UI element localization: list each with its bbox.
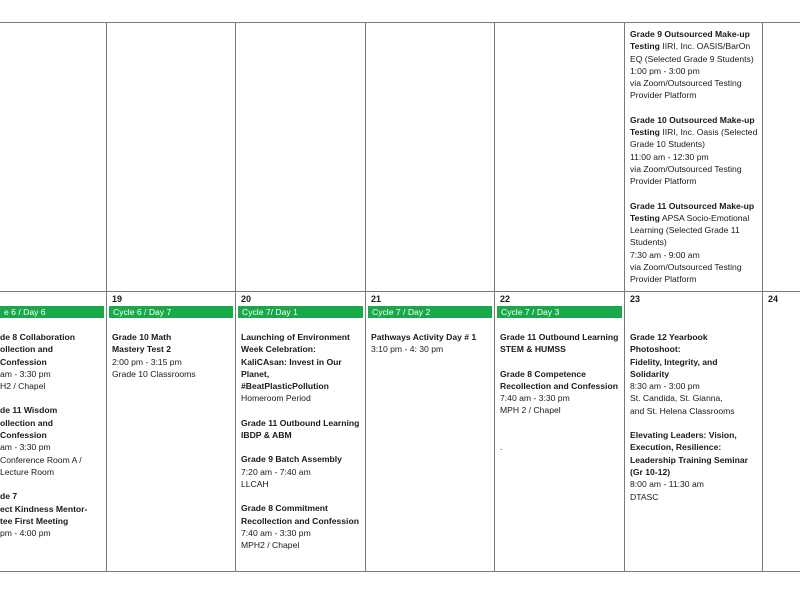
event-title — [630, 429, 758, 478]
event-detail: Grade 10 Classrooms — [112, 368, 196, 379]
event-heading — [630, 28, 758, 65]
event-title — [0, 490, 102, 527]
event-detail: 3:10 pm - 4: 30 pm — [371, 344, 444, 355]
text-line: ect Kindness Mentor- — [0, 503, 88, 514]
event-detail: 7:40 am - 3:30 pm — [500, 393, 570, 404]
event-title: Grade 11 Outsourced Make-up Testing — [630, 200, 755, 223]
day-number: 21 — [371, 294, 382, 304]
text-line: Grade 10 Math — [112, 332, 172, 342]
event-item — [500, 331, 620, 356]
cycle-badge: Cycle 7 / Day 2 — [368, 306, 492, 318]
event-title — [500, 368, 620, 393]
event-title — [371, 331, 490, 343]
event-detail: 8:00 am - 11:30 am — [630, 479, 704, 490]
text-line: IBDP & ABM — [241, 430, 292, 441]
event-title — [500, 331, 620, 356]
text-line: Photoshoot: — [630, 344, 681, 355]
event-title — [112, 331, 231, 356]
cycle-badge: Cycle 7 / Day 3 — [497, 306, 622, 318]
event-title — [241, 502, 361, 527]
text-line: Fidelity, Integrity, and — [630, 356, 718, 367]
calendar-day-21 — [366, 293, 494, 571]
event-organizer: IIRI, Inc. Oasis (Selected Grade 10 Students) — [630, 127, 758, 150]
calendar-day-24 — [763, 293, 800, 571]
text-line: Launching of Environment — [241, 332, 350, 342]
event-item — [630, 331, 758, 417]
text-line: de 8 Collaboration — [0, 332, 75, 342]
event-detail: 11:00 am - 12:30 pm — [630, 151, 709, 162]
event-title — [241, 453, 361, 465]
event-detail: DTASC — [630, 491, 659, 502]
text-line: Execution, Resilience: — [630, 442, 722, 453]
event-list — [625, 28, 762, 286]
event-detail: Conference Room A / — [0, 454, 82, 465]
event-detail: Lecture Room — [0, 466, 54, 477]
event-detail: and St. Helena Classrooms — [630, 405, 735, 416]
event-detail: 7:30 am - 9:00 am — [630, 249, 700, 260]
day-number: 24 — [768, 294, 779, 304]
event-detail: 1:00 pm - 3:00 pm — [630, 65, 700, 76]
event-detail: am - 3:30 pm — [0, 442, 51, 453]
event-list — [0, 331, 106, 539]
text-line: Mastery Test 2 — [112, 344, 172, 355]
event-detail: Homeroom Period — [241, 393, 311, 404]
text-line: Grade 11 Outbound Learning — [500, 332, 619, 342]
day-number: 19 — [112, 294, 123, 304]
calendar-cell-top-right — [625, 28, 762, 290]
cycle-spacer — [763, 306, 800, 331]
event-list — [625, 331, 762, 503]
cycle-spacer — [625, 306, 762, 331]
event-detail: 2:00 pm - 3:15 pm — [112, 356, 182, 367]
event-title — [0, 331, 102, 368]
event-detail: via Zoom/Outsourced Testing Provider Platform — [630, 78, 742, 101]
event-item — [112, 331, 231, 380]
cycle-badge: Cycle 7/ Day 1 — [238, 306, 363, 318]
text-line: Recollection and Confession — [241, 515, 359, 526]
day-number: 22 — [500, 294, 511, 304]
calendar-day-20 — [236, 293, 365, 571]
event-detail: MPH2 / Chapel — [241, 540, 300, 551]
text-line: ollection and Confession — [0, 344, 53, 367]
event-item — [241, 502, 361, 551]
cycle-badge: Cycle 6 / Day 7 — [109, 306, 233, 318]
event-detail: pm - 4:00 pm — [0, 528, 51, 539]
text-line: Grade 11 Outbound Learning — [241, 417, 360, 428]
event-detail — [500, 429, 620, 441]
row-border-top — [0, 22, 800, 23]
event-list — [366, 331, 494, 356]
day-number: 20 — [241, 294, 252, 304]
event-item — [0, 404, 102, 478]
event-detail: via Zoom/Outsourced Testing Provider Platform — [630, 163, 742, 187]
event-detail: 7:40 am - 3:30 pm — [241, 527, 311, 538]
calendar-day-23 — [625, 293, 762, 571]
event-heading — [630, 114, 758, 151]
text-line: Grade 12 Yearbook — [630, 332, 708, 342]
text-line: KaliCAsan: Invest in Our — [241, 356, 342, 367]
event-heading — [630, 200, 758, 249]
event-item — [630, 28, 758, 102]
event-item — [630, 429, 758, 503]
event-detail: St. Candida, St. Gianna, — [630, 393, 723, 404]
text-line: de 7 — [0, 491, 18, 502]
event-item — [500, 368, 620, 454]
row-border-middle — [0, 291, 800, 292]
event-detail: am - 3:30 pm — [0, 368, 51, 379]
event-list — [107, 331, 235, 380]
event-list — [236, 331, 365, 551]
row-border-bottom — [0, 571, 800, 572]
text-line: Grade 8 Competence — [500, 368, 586, 379]
text-line: Recollection and Confession — [500, 380, 618, 391]
event-item — [241, 331, 361, 405]
calendar-day-19 — [107, 293, 235, 571]
text-line: Week Celebration: — [241, 344, 316, 355]
event-item — [241, 417, 361, 442]
event-organizer: APSA Socio-Emotional Learning (Selected Grade 11 Students) — [630, 212, 750, 248]
event-detail: . — [500, 442, 503, 453]
day-number — [0, 293, 106, 306]
text-line: Solidarity — [630, 368, 670, 379]
text-line: Grade 8 Commitment — [241, 503, 328, 514]
text-line: Grade 9 Batch Assembly — [241, 454, 342, 465]
event-detail: H2 / Chapel — [0, 381, 46, 392]
cycle-badge: e 6 / Day 6 — [0, 306, 104, 318]
text-line: ollection and Confession — [0, 417, 53, 441]
text-line: Pathways Activity Day # 1 — [371, 332, 477, 342]
event-title: Grade 9 Outsourced Make-up Testing — [630, 29, 750, 52]
event-title — [241, 417, 361, 442]
event-detail: 8:30 am - 3:00 pm — [630, 381, 700, 392]
text-line: STEM & HUMSS — [500, 344, 566, 355]
text-line: #BeatPlasticPollution — [241, 381, 329, 392]
calendar-day-22 — [495, 293, 624, 571]
event-list — [495, 331, 624, 454]
event-title — [630, 331, 758, 380]
event-detail: via Zoom/Outsourced Testing Provider Platform — [630, 262, 742, 285]
event-detail: 7:20 am - 7:40 am — [241, 466, 311, 477]
event-title — [0, 404, 102, 441]
event-title — [241, 331, 361, 392]
event-item — [371, 331, 490, 356]
event-item — [0, 331, 102, 392]
event-item — [241, 453, 361, 490]
event-detail: MPH 2 / Chapel — [500, 405, 561, 416]
event-detail — [500, 417, 620, 429]
text-line: Planet, — [241, 368, 270, 379]
text-line: Elevating Leaders: Vision, — [630, 430, 737, 441]
day-number: 23 — [630, 294, 641, 304]
event-item — [630, 200, 758, 286]
text-line: (Gr 10-12) — [630, 466, 671, 477]
calendar-day-18 — [0, 293, 106, 571]
event-item — [630, 114, 758, 188]
text-line: Leadership Training Seminar — [630, 454, 748, 465]
text-line: tee First Meeting — [0, 515, 69, 526]
event-title: Grade 10 Outsourced Make-up Testing — [630, 114, 755, 138]
event-item — [0, 490, 102, 539]
event-organizer: IIRI, Inc. OASIS/BarOn EQ (Selected Grade 9 Students) — [630, 41, 754, 64]
event-detail: LLCAH — [241, 478, 269, 489]
text-line: de 11 Wisdom — [0, 405, 58, 416]
